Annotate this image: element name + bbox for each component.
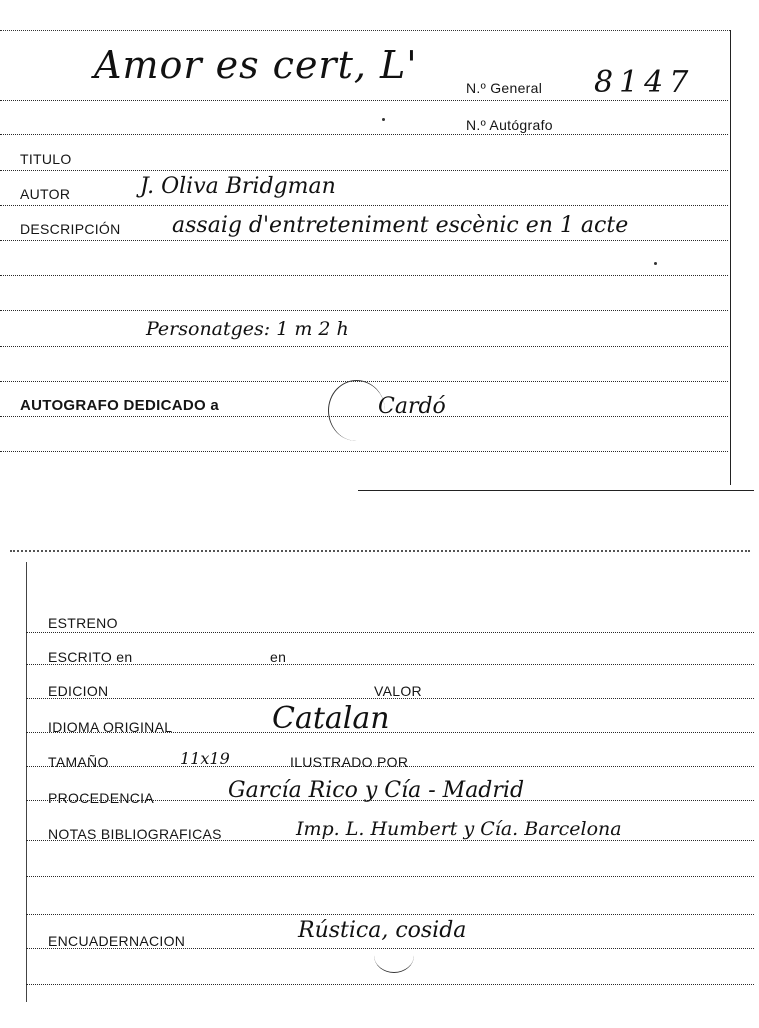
personajes-value: Personatges: 1 m 2 h — [146, 318, 349, 340]
titulo-label: TITULO — [20, 151, 72, 167]
rule-line — [0, 170, 728, 171]
general-number-label: N.º General — [466, 80, 543, 96]
descripcion-value: assaig d'entreteniment escènic en 1 acte — [172, 213, 629, 238]
ink-speck — [654, 262, 657, 265]
autografo-dedicado-value: Cardó — [378, 394, 446, 419]
rule-line — [0, 346, 728, 347]
encuadernacion-value: Rústica, cosida — [298, 918, 467, 943]
punch-hole — [374, 938, 414, 973]
punch-hole — [328, 380, 385, 441]
card-left-edge — [26, 562, 27, 1002]
catalog-card-top — [0, 0, 759, 500]
idioma-value: Catalan — [272, 701, 390, 736]
autografo-dedicado-label: AUTOGRAFO DEDICADO a — [20, 397, 220, 414]
card-top-edge — [10, 550, 750, 552]
rule-line — [26, 664, 754, 665]
ink-speck — [382, 118, 385, 121]
edicion-label: EDICION — [48, 683, 109, 699]
procedencia-label: PROCEDENCIA — [48, 790, 154, 806]
escrito-en-label: en — [270, 649, 287, 665]
rule-line — [0, 100, 728, 101]
rule-line — [0, 205, 728, 206]
procedencia-value: García Rico y Cía - Madrid — [228, 778, 525, 803]
estreno-label: ESTRENO — [48, 615, 118, 631]
autografo-number-label: N.º Autógrafo — [466, 117, 553, 133]
notas-value: Imp. L. Humbert y Cía. Barcelona — [296, 818, 622, 840]
rule-line — [26, 632, 754, 633]
rule-line — [26, 914, 754, 915]
notas-label: NOTAS BIBLIOGRAFICAS — [48, 826, 222, 842]
tamano-value: 11x19 — [180, 749, 230, 768]
escrito-label: ESCRITO en — [48, 649, 133, 665]
autor-label: AUTOR — [20, 186, 71, 202]
card-right-edge — [730, 30, 731, 485]
catalog-card-bottom — [0, 548, 759, 1028]
valor-label: VALOR — [374, 683, 422, 699]
rule-line — [26, 876, 754, 877]
card-top-edge — [0, 30, 730, 31]
rule-line — [0, 240, 728, 241]
general-number-value: 8147 — [594, 65, 695, 100]
tamano-label: TAMAÑO — [48, 754, 109, 770]
rule-line — [0, 310, 728, 311]
title-handwritten: Amor es cert, L' — [94, 43, 418, 87]
idioma-label: IDIOMA ORIGINAL — [48, 719, 173, 735]
rule-line — [26, 984, 754, 985]
rule-line — [0, 275, 728, 276]
autor-value: J. Oliva Bridgman — [140, 174, 336, 199]
card-bottom-edge — [358, 490, 754, 491]
ilustrado-label: ILUSTRADO POR — [290, 754, 409, 770]
rule-line — [0, 134, 728, 135]
rule-line — [0, 451, 728, 452]
encuadernacion-label: ENCUADERNACION — [48, 933, 186, 949]
descripcion-label: DESCRIPCIÓN — [20, 221, 121, 237]
